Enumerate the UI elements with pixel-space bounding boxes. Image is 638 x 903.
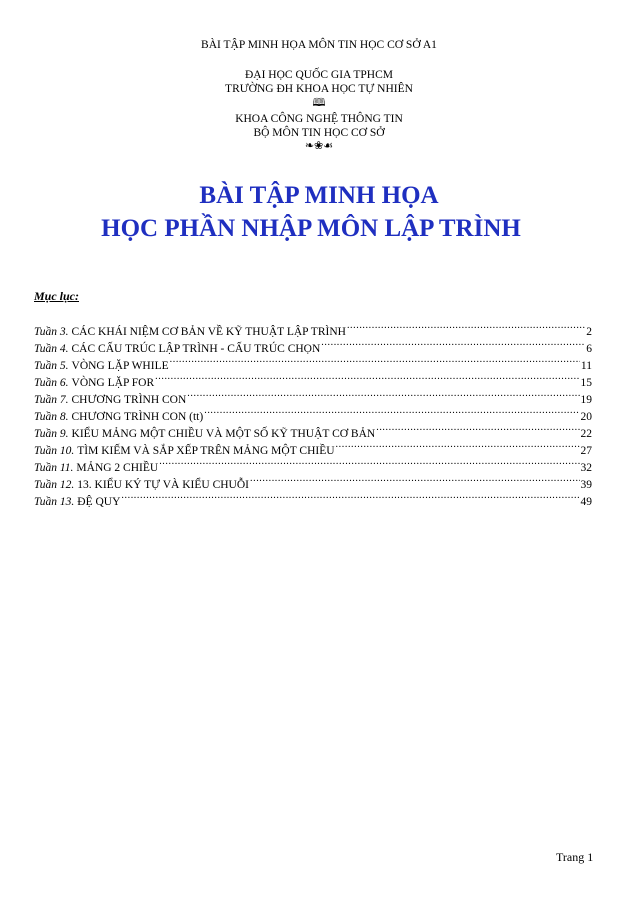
document-title-line2: HỌC PHẦN NHẬP MÔN LẬP TRÌNH [101, 215, 521, 242]
toc-entry-title: VÒNG LẶP WHILE [71, 360, 169, 372]
toc-entry-page: 6 [586, 343, 592, 355]
ornament-icon: ❧❀☙ [304, 139, 334, 152]
toc-entry-week: Tuần 8. [34, 411, 69, 423]
toc-entry-page: 49 [580, 496, 592, 508]
toc-entry-page: 20 [580, 411, 592, 423]
toc-entry-week: Tuần 5. [34, 360, 69, 372]
toc-entry-leader [187, 386, 579, 403]
toc-entry-title: CHƯƠNG TRÌNH CON (tt) [71, 411, 204, 423]
school-name: TRƯỜNG ĐH KHOA HỌC TỰ NHIÊN [225, 83, 413, 95]
toc-entry-leader [121, 488, 579, 505]
toc-entry-page: 15 [580, 377, 592, 389]
document-title-line1: BÀI TẬP MINH HỌA [199, 182, 439, 209]
page-number: Trang 1 [556, 850, 594, 864]
toc-entry-leader [321, 335, 585, 352]
toc-entry-page: 22 [580, 428, 592, 440]
toc-entry-leader [336, 437, 580, 454]
toc-entry-leader [170, 352, 580, 369]
toc-entry-page: 11 [580, 360, 592, 372]
toc-entry-leader [159, 454, 579, 471]
toc-entry-week: Tuần 10. [34, 445, 75, 457]
toc-entry-page: 39 [580, 479, 592, 491]
toc-entry-leader [155, 369, 579, 386]
toc-entry-title: 13. KIỂU KÝ TỰ VÀ KIỂU CHUỖI [77, 479, 249, 491]
toc-entry-title: VÒNG LẶP FOR [71, 377, 155, 389]
toc-entry-title: KIỂU MẢNG MỘT CHIỀU VÀ MỘT SỐ KỸ THUẬT CƠ BẢN [71, 428, 376, 440]
toc-entry-week: Tuần 6. [34, 377, 69, 389]
toc-entry-title: CÁC CẤU TRÚC LẬP TRÌNH - CẤU TRÚC CHỌN [71, 343, 321, 355]
toc-entry-week: Tuần 11. [34, 462, 74, 474]
toc-entry[interactable] [34, 318, 592, 338]
running-head: BÀI TẬP MINH HỌA MÔN TIN HỌC CƠ SỞ A1 [201, 39, 437, 51]
book-icon: 🕮 [312, 96, 326, 109]
toc-entry-title: CHƯƠNG TRÌNH CON [71, 394, 187, 406]
toc-entry-page: 19 [580, 394, 592, 406]
toc-entry-leader [204, 403, 579, 420]
toc-entry-week: Tuần 9. [34, 428, 69, 440]
toc-entry-title: ĐỆ QUY [77, 496, 121, 508]
toc-entry-title: CÁC KHÁI NIỆM CƠ BẢN VỀ KỸ THUẬT LẬP TRÌNH [71, 326, 346, 338]
toc-entry-leader [347, 318, 585, 335]
toc-entry-week: Tuần 4. [34, 343, 69, 355]
toc-entry-week: Tuần 3. [34, 326, 69, 338]
toc-entry-title: MẢNG 2 CHIỀU [76, 462, 159, 474]
table-of-contents [34, 318, 592, 508]
toc-entry-page: 2 [586, 326, 592, 338]
toc-entry-title: TÌM KIẾM VÀ SẮP XẾP TRÊN MẢNG MỘT CHIỀU [77, 445, 335, 457]
toc-entry-leader [376, 420, 579, 437]
toc-entry-week: Tuần 12. [34, 479, 75, 491]
toc-heading: Mục lục: [34, 289, 79, 303]
toc-entry-week: Tuần 13. [34, 496, 75, 508]
university-name: ĐẠI HỌC QUỐC GIA TPHCM [244, 69, 394, 81]
faculty-name: KHOA CÔNG NGHỆ THÔNG TIN [235, 113, 403, 125]
toc-entry-week: Tuần 7. [34, 394, 69, 406]
department-name: BỘ MÔN TIN HỌC CƠ SỞ [253, 127, 385, 139]
toc-entry-page: 27 [580, 445, 592, 457]
toc-entry-leader [250, 471, 580, 488]
toc-entry-page: 32 [580, 462, 592, 474]
